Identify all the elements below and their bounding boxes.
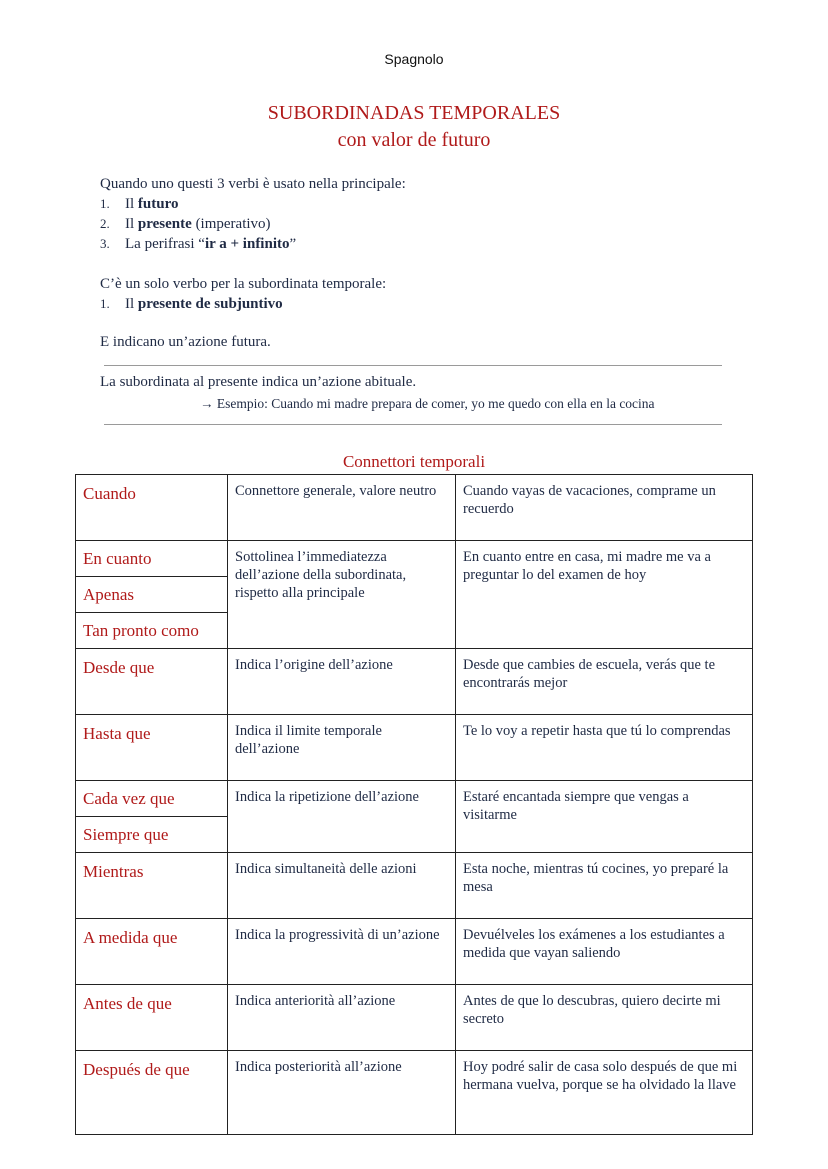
description-cell: Sottolinea l’immediatezza dell’azione della subordinata, rispetto alla principale xyxy=(228,541,456,649)
table-row xyxy=(76,475,753,541)
description-cell: Indica anteriorità all’azione xyxy=(228,985,456,1051)
table-row xyxy=(76,1051,753,1135)
connector-cell: Cuando xyxy=(76,475,228,541)
connector-cell: Mientras xyxy=(76,853,228,919)
title-line-1: SUBORDINADAS TEMPORALES xyxy=(267,102,561,124)
connector-cell: Antes de que xyxy=(76,985,228,1051)
connector-cell: Desde que xyxy=(76,649,228,715)
table-row xyxy=(76,715,753,781)
page-header: Spagnolo xyxy=(384,51,444,67)
second-line: C’è un solo verbo per la subordinata temporale: xyxy=(100,276,387,292)
connector-cell: Tan pronto como xyxy=(76,613,228,649)
description-cell: Indica la ripetizione dell’azione xyxy=(228,781,456,853)
divider xyxy=(104,424,722,425)
example-cell: Hoy podré salir de casa solo después de que mi hermana vuelva, porque se ha olvidado la llave xyxy=(456,1051,753,1135)
connector-cell: Siempre que xyxy=(76,817,228,853)
table-row xyxy=(76,919,753,985)
example-cell: En cuanto entre en casa, mi madre me va a preguntar lo del examen de hoy xyxy=(456,541,753,649)
connector-cell: En cuanto xyxy=(76,541,228,577)
page-title xyxy=(0,100,828,154)
example-cell: Te lo voy a repetir hasta que tú lo comprendas xyxy=(456,715,753,781)
connector-cell: Apenas xyxy=(76,577,228,613)
intro-line: Quando uno questi 3 verbi è usato nella principale: xyxy=(100,176,406,192)
description-cell: Indica simultaneità delle azioni xyxy=(228,853,456,919)
description-cell: Indica la progressività di un’azione xyxy=(228,919,456,985)
description-cell: Indica il limite temporale dell’azione xyxy=(228,715,456,781)
example-cell: Devuélveles los exámenes a los estudiantes a medida que vayan saliendo xyxy=(456,919,753,985)
example-text: → Esempio: Cuando mi madre prepara de comer, yo me quedo con ella en la cocina xyxy=(200,396,655,411)
connector-cell: A medida que xyxy=(76,919,228,985)
list-item: 1. Il futuro xyxy=(100,196,179,212)
connector-cell: Cada vez que xyxy=(76,781,228,817)
list-item: 2. Il presente (imperativo) xyxy=(100,216,271,232)
connector-cell: Hasta que xyxy=(76,715,228,781)
table-row xyxy=(76,781,753,817)
connectors-table xyxy=(75,474,753,1135)
example-cell: Esta noche, mientras tú cocines, yo preparé la mesa xyxy=(456,853,753,919)
connector-cell: Después de que xyxy=(76,1051,228,1135)
description-cell: Indica posteriorità all’azione xyxy=(228,1051,456,1135)
note-line: La subordinata al presente indica un’azione abituale. xyxy=(100,374,417,390)
title-line-2: con valor de futuro xyxy=(337,129,491,151)
description-cell: Connettore generale, valore neutro xyxy=(228,475,456,541)
intro-section xyxy=(100,174,750,254)
table-row xyxy=(76,985,753,1051)
list-item: 1. Il presente de subjuntivo xyxy=(100,296,283,312)
divider xyxy=(104,365,722,366)
example-cell: Antes de que lo descubras, quiero decirte mi secreto xyxy=(456,985,753,1051)
description-cell: Indica l’origine dell’azione xyxy=(228,649,456,715)
conclusion-text: E indicano un’azione futura. xyxy=(100,334,271,350)
example-cell: Estaré encantada siempre que vengas a visitarme xyxy=(456,781,753,853)
example-cell: Cuando vayas de vacaciones, comprame un recuerdo xyxy=(456,475,753,541)
list-item: 3. La perifrasi “ir a + infinito” xyxy=(100,236,297,252)
table-title: Connettori temporali xyxy=(342,452,486,471)
table-row xyxy=(76,853,753,919)
table-row xyxy=(76,649,753,715)
table-row xyxy=(76,541,753,577)
second-section xyxy=(100,274,750,314)
example-cell: Desde que cambies de escuela, verás que te encontrarás mejor xyxy=(456,649,753,715)
